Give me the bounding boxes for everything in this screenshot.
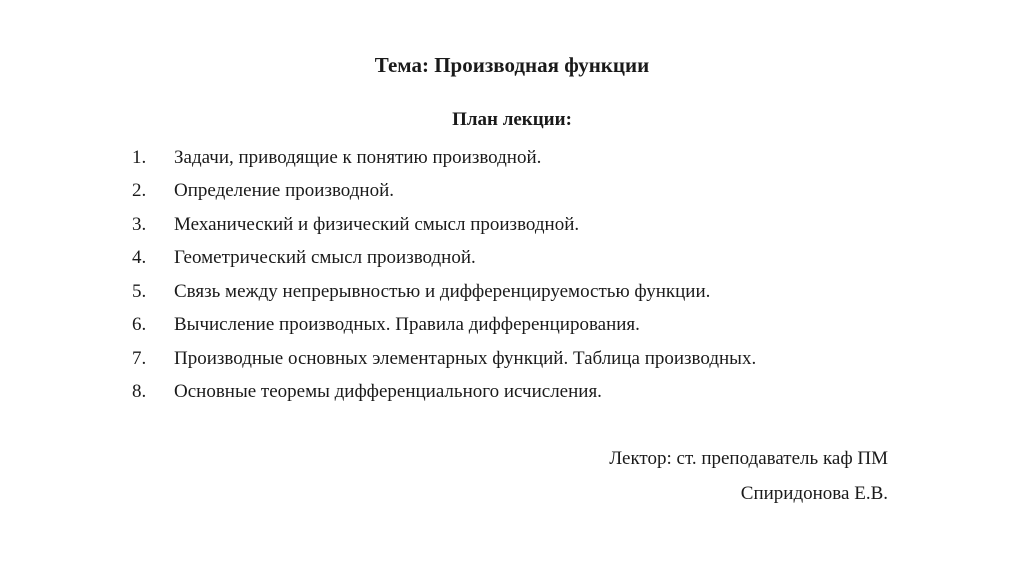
- plan-item-1: [132, 141, 892, 175]
- plan-item-number: 1.: [132, 146, 147, 168]
- plan-item-text: Задачи, приводящие к понятию производной.: [174, 146, 542, 168]
- plan-item-4: [132, 242, 892, 276]
- lecturer-position: Лектор: ст. преподаватель каф ПМ: [609, 448, 888, 469]
- plan-item-number: 5.: [132, 280, 147, 302]
- plan-item-7: [132, 342, 892, 376]
- plan-item-number: 6.: [132, 314, 147, 336]
- plan-item-6: [132, 309, 892, 343]
- plan-item-number: 2.: [132, 180, 147, 202]
- plan-item-number: 3.: [132, 213, 147, 235]
- plan-item-number: 4.: [132, 247, 147, 269]
- plan-list: [132, 141, 892, 409]
- slide-title: Тема: Производная функции: [374, 53, 650, 77]
- plan-item-5: [132, 275, 892, 309]
- plan-item-text: Механический и физический смысл производной.: [174, 213, 580, 235]
- plan-item-3: [132, 208, 892, 242]
- plan-item-text: Геометрический смысл производной.: [174, 247, 476, 269]
- plan-item-text: Связь между непрерывностью и дифференцируемостью функции.: [174, 280, 711, 302]
- plan-item-8: [132, 376, 892, 410]
- plan-item-number: 7.: [132, 347, 147, 369]
- plan-item-text: Определение производной.: [174, 180, 394, 202]
- plan-item-text: Вычисление производных. Правила дифференцирования.: [174, 314, 640, 336]
- plan-item-text: Основные теоремы дифференциального исчисления.: [174, 381, 602, 403]
- lecturer-name: Спиридонова Е.В.: [740, 483, 888, 504]
- plan-item-2: [132, 175, 892, 209]
- plan-item-text: Производные основных элементарных функций. Таблица производных.: [174, 347, 757, 369]
- plan-item-number: 8.: [132, 381, 147, 403]
- plan-heading: План лекции:: [452, 109, 572, 130]
